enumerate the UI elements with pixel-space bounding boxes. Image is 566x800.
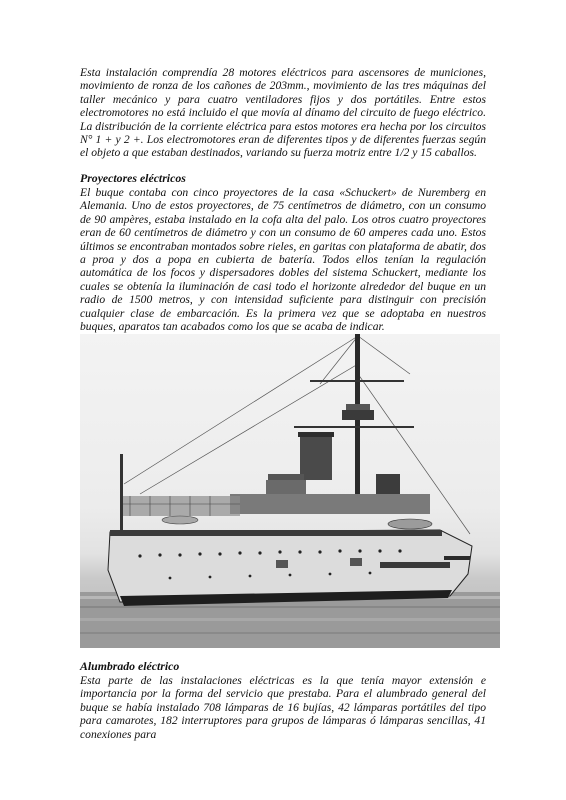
paragraph-proyectores: El buque contaba con cinco proyectores de la casa «Schuckert» de Nuremberg en Alemania. Uno de estos proyectores, de 75 centímetros de diámetro, con un consumo de 90 ampères, estaba instalado en la cofa alta del palo. Los otros cuatro proyectores eran de 60 centímetros de diámetro y con un consumo de 60 amperes cada uno. Estos últimos se encontraban montados sobre rieles, en garitas con plataforma de abatir, dos a proa y dos a popa en cubierta de batería. Todos ellos tenían la regulación automática de los focos y dispersadores dobles del sistema Schuckert, mediante los cuales se obtenía la iluminación de casi todo el horizonte alrededor del buque en un radio de 1500 metros, y con intensidad suficiente para distinguir con precisión cualquier clase de embarcación. Es la primera vez que se adoptaba en nuestros buques, aparatos tan acabados como los que se acaba de indicar. xyxy=(80,186,486,334)
paragraph-motores: Esta instalación comprendía 28 motores eléctricos para ascensores de municiones, movimiento de ronza de los cañones de 203mm., movimiento de las tres máquinas del taller mecánico y para cuatro ventiladores fijos y dos portátiles. Entre estos electromotores no está incluido el que movía al dínamo del circuito de fuego eléctrico. La distribución de la corriente eléctrica para estos motores era hecha por los circuitos N° 1 + y 2 +. Los electromotores eran de diferentes tipos y de diferentes fuerzas según el objeto a que estaban destinados, variando su fuerza motriz entre 1/2 y 15 caballos. xyxy=(80,66,486,160)
warship-photo xyxy=(80,334,500,648)
paragraph-alumbrado: Esta parte de las instalaciones eléctricas es la que tenía mayor extensión e importancia por la forma del servicio que prestaba. Para el alumbrado general del buque se había instalado 708 lámparas de 16 bujías, 42 lámparas portátiles del tipo para camarotes, 182 interruptores para grupos de lámparas ó lámparas sencillas, 41 conexiones para xyxy=(80,674,486,741)
heading-proyectores: Proyectores eléctricos xyxy=(80,171,186,185)
heading-alumbrado: Alumbrado eléctrico xyxy=(80,659,180,673)
